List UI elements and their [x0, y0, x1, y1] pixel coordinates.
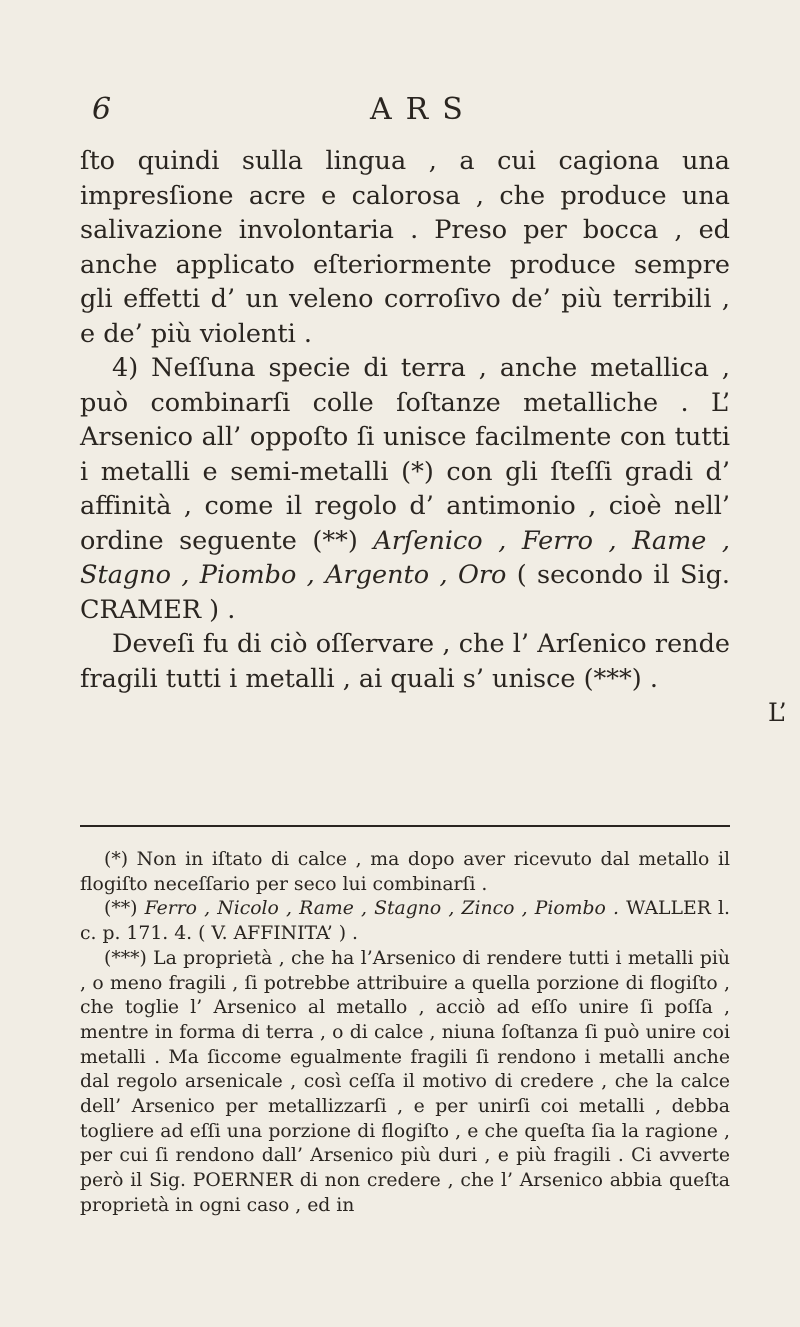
- running-head: ARS: [370, 92, 477, 127]
- paragraph-fragility: Deveſi fu di ciò oſſervare , che l’ Arſenico rende fragili tutti i metalli , ai quali s’ unisce (***) .: [80, 629, 730, 694]
- page-number: 6: [92, 92, 112, 127]
- footnote-3: (***) La proprietà , che ha l’Arsenico di rendere tutti i metalli più , o meno fragili , ſi potrebbe attribuire a quella porzione di flogiſto , che toglie l’ Arsenico al metallo , acciò ad eſſo unire ſi poſſa , mentre in forma di terra , o di calce , niuna ſoſtanza ſi può unire coi metalli . Ma ſiccome egualmente fragili ſi rendono i metalli anche dal regolo arsenicale , così ceſſa il motivo di credere , che la calce dell’ Arsenico per metallizzarſi , e per unirſi coi metalli , debba togliere ad eſſi una porzione di flogiſto , e che queſta ſia la ragione , per cui ſi rendono dall’ Arsenico più duri , e più fragili . Ci avverte però il Sig. POERNER di non credere , che l’ Arsenico abbia queſta proprietà in ogni caso , ed in: [80, 947, 730, 1216]
- paragraph-affinity-start: 4) Neſſuna specie di terra , anche metallica , può combinarſi colle ſoſtanze metalliche . L’ Arsenico all’ oppoſto ſi unisce facilmente con tutti i metalli e semi-metalli (*) con gli ſteſſi gradi d’ affinità , come il regolo d’ antimonio , cioè nell’ ordine seguente (**): [80, 353, 730, 556]
- footnote-2-metals: Ferro , Nicolo , Rame , Stagno , Zinco , Piombo .: [144, 898, 619, 920]
- footnote-2-reference: WALLER l. c. p. 171. 4. ( V. AFFINITA’ ) .: [80, 898, 730, 945]
- paragraph-affinity-end: ( secondo il Sig. CRAMER ) .: [80, 560, 730, 625]
- footnotes: [80, 848, 730, 1219]
- footnote-1: (*) Non in iſtato di calce , ma dopo aver ricevuto dal metallo il flogiſto neceſſario per seco lui combinarſi .: [80, 849, 730, 895]
- paragraph-continuation: ſto quindi sulla lingua , a cui cagiona una impresſione acre e calorosa , che produce una salivazione involontaria . Preso per bocca , ed anche applicato eſteriormente produce sempre gli effetti d’ un veleno corroſivo de’ più terribili , e de’ più violenti .: [80, 146, 730, 349]
- catchword: L’: [768, 698, 787, 727]
- paragraph-affinity: [80, 351, 730, 627]
- metals-list: Arſenico , Ferro , Rame , Stagno , Piombo , Argento , Oro: [80, 525, 731, 590]
- footnote-divider: [80, 825, 730, 827]
- footnote-2: [80, 897, 730, 946]
- main-text: [80, 144, 787, 730]
- footnote-2-mark: (**): [104, 898, 138, 920]
- page-header: [0, 92, 800, 132]
